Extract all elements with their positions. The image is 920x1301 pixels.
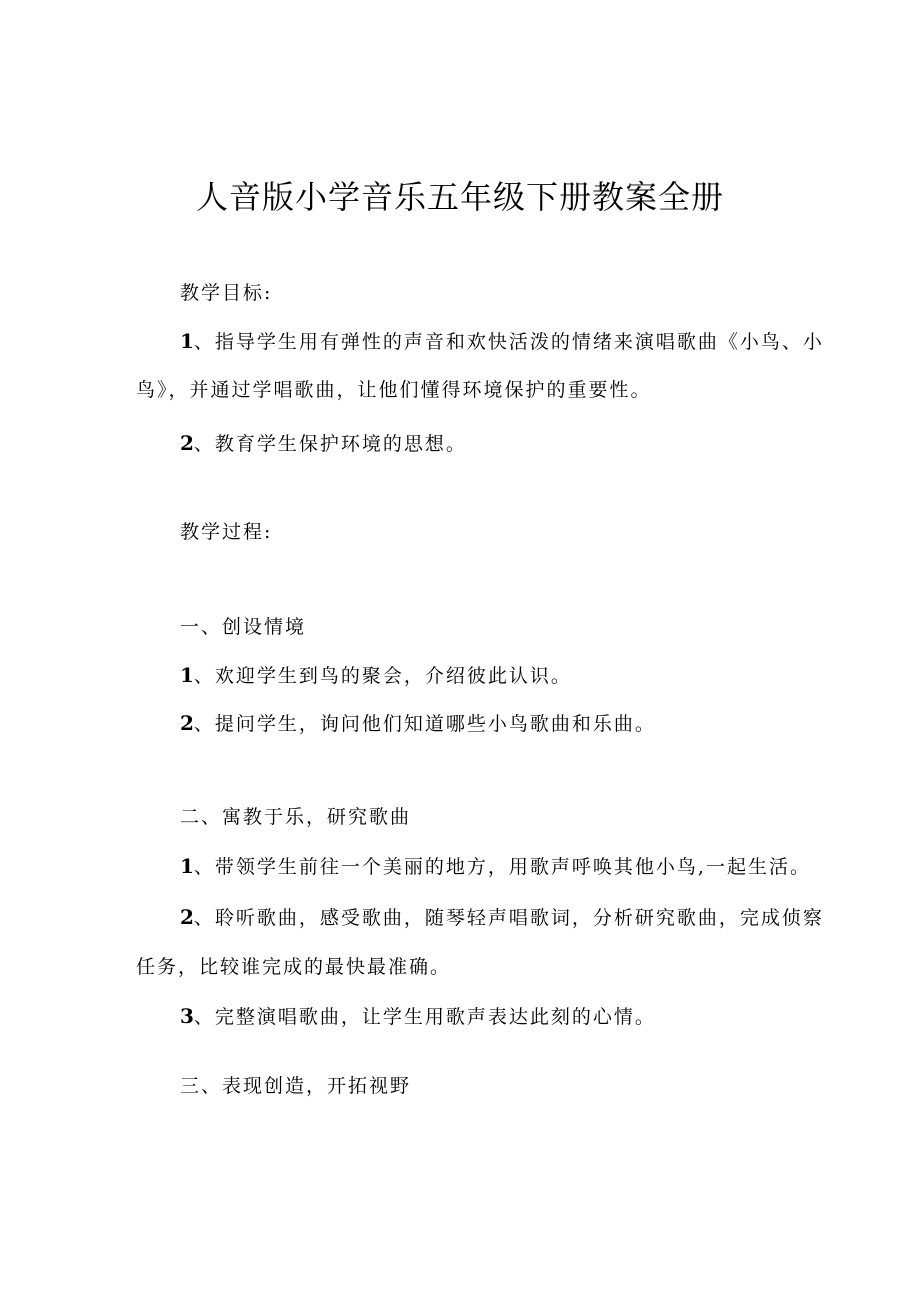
document-title: 人音版小学音乐五年级下册教案全册 xyxy=(195,178,724,216)
item-number: 1 xyxy=(180,329,194,353)
item-number: 1 xyxy=(180,663,194,687)
process-heading: 教学过程: xyxy=(180,521,273,543)
section-2-item-2-continuation: 任务，比较谁完成的最快最准确。 xyxy=(136,956,452,978)
goal-item-1 xyxy=(180,330,824,353)
section-heading-3: 三、表现创造，开拓视野 xyxy=(180,1075,412,1097)
goal-item-1-continuation: 鸟》，并通过学唱歌曲，让他们懂得环境保护的重要性。 xyxy=(136,379,652,401)
item-text: 、聆听歌曲，感受歌曲，随琴轻声唱歌词，分析研究歌曲，完成侦察 xyxy=(193,907,824,929)
item-number: 2 xyxy=(180,431,194,455)
item-number: 2 xyxy=(180,711,194,735)
item-text: 、提问学生，询问他们知道哪些小鸟歌曲和乐曲。 xyxy=(193,713,656,735)
item-number: 2 xyxy=(180,905,194,929)
item-number: 1 xyxy=(180,854,194,878)
section-1-item-2 xyxy=(180,712,656,735)
goals-heading: 教学目标: xyxy=(180,282,273,304)
section-2-item-3 xyxy=(180,1005,656,1028)
item-text: 、完整演唱歌曲，让学生用歌声表达此刻的心情。 xyxy=(193,1006,656,1028)
section-2-item-2 xyxy=(180,906,824,929)
goal-item-2 xyxy=(180,432,467,455)
section-heading-1: 一、创设情境 xyxy=(180,616,307,638)
section-2-item-1 xyxy=(180,855,811,878)
item-text: 、教育学生保护环境的思想。 xyxy=(193,433,467,455)
item-text: 、指导学生用有弹性的声音和欢快活泼的情绪来演唱歌曲《小鸟、小 xyxy=(193,331,824,353)
section-heading-2: 二、寓教于乐，研究歌曲 xyxy=(180,806,412,828)
section-1-item-1 xyxy=(180,664,572,687)
item-text: 、带领学生前往一个美丽的地方，用歌声呼唤其他小鸟,一起生活。 xyxy=(193,856,811,878)
item-number: 3 xyxy=(180,1004,194,1028)
item-text: 、欢迎学生到鸟的聚会，介绍彼此认识。 xyxy=(193,665,572,687)
